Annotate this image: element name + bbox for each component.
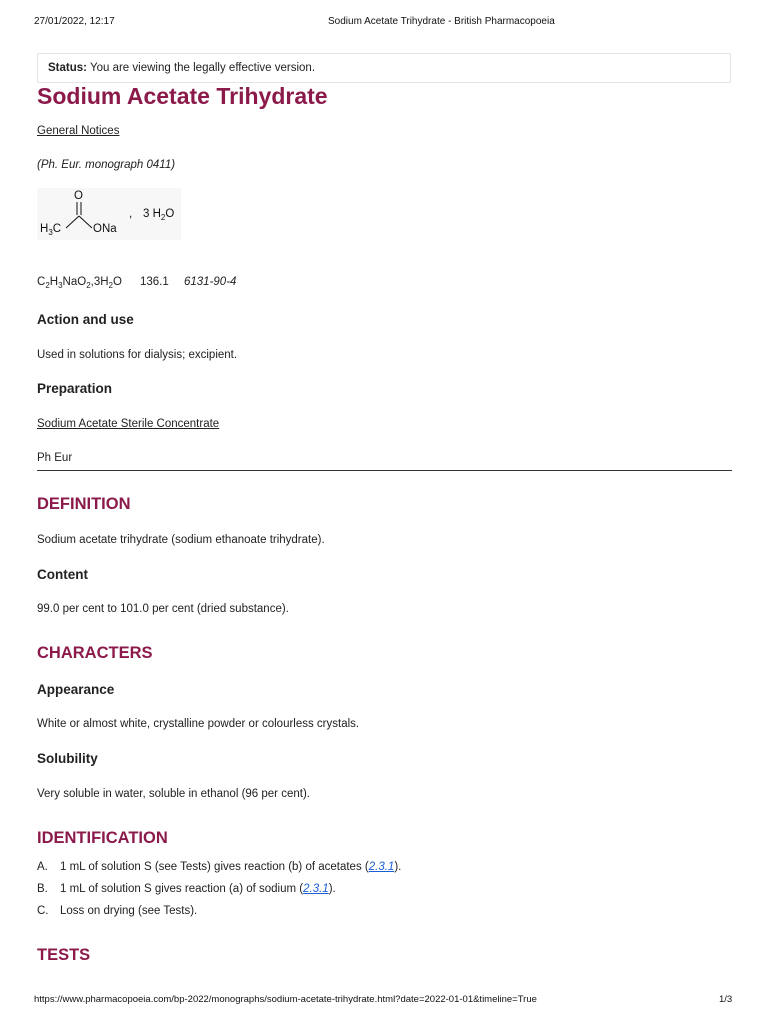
solubility-text: Very soluble in water, soluble in ethanol (96 per cent).	[37, 788, 310, 800]
definition-heading: DEFINITION	[37, 495, 131, 513]
tests-heading: TESTS	[37, 946, 91, 964]
molecular-weight: 136.1	[140, 276, 169, 288]
structure-oxygen: O	[74, 190, 83, 202]
print-page-title: Sodium Acetate Trihydrate - British Pharmacopoeia	[328, 16, 555, 27]
molecular-formula: $C_2H_3NaO_2,3H_2O$	[37, 276, 122, 290]
structure-diagram	[37, 188, 181, 240]
characters-heading: CHARACTERS	[37, 644, 153, 662]
print-datetime: 27/01/2022, 12:17	[34, 16, 115, 27]
solubility-heading: Solubility	[37, 751, 98, 766]
status-message	[48, 62, 315, 74]
structure-methyl: $H_3C$	[40, 223, 62, 237]
page-title: Sodium Acetate Trihydrate	[37, 83, 328, 109]
action-and-use-text: Used in solutions for dialysis; excipient.	[37, 349, 238, 361]
section-divider	[37, 470, 732, 471]
print-page-number: 1/3	[719, 994, 733, 1005]
print-footer-url: https://www.pharmacopoeia.com/bp-2022/monographs/sodium-acetate-trihydrate.html?date=2022-01-01&timeline=True	[34, 994, 537, 1005]
status-label: Status:	[48, 62, 87, 74]
appearance-heading: Appearance	[37, 682, 115, 697]
list-item: A. 1 mL of solution S (see Tests) gives reaction (b) of acetates (2.3.1).	[37, 861, 402, 873]
status-text: You are viewing the legally effective version.	[89, 62, 316, 74]
preparation-heading: Preparation	[37, 381, 113, 396]
list-item: B. 1 mL of solution S gives reaction (a) of sodium (2.3.1).	[37, 883, 336, 895]
content-text: 99.0 per cent to 101.0 per cent (dried substance).	[37, 603, 289, 615]
structure-comma: ,	[129, 208, 133, 220]
cas-number: 6131-90-4	[184, 276, 237, 288]
content-heading: Content	[37, 567, 88, 582]
identification-heading: IDENTIFICATION	[37, 829, 168, 847]
reference-link[interactable]: 2.3.1	[303, 883, 329, 895]
general-notices-link[interactable]: General Notices	[37, 125, 120, 137]
structure-ona: ONa	[93, 223, 117, 235]
appearance-text: White or almost white, crystalline powder or colourless crystals.	[37, 718, 360, 730]
ph-eur-marker: Ph Eur	[37, 452, 73, 464]
structure-water: 3 $H_2O$	[143, 208, 175, 222]
monograph-reference: (Ph. Eur. monograph 0411)	[37, 159, 176, 171]
reference-link[interactable]: 2.3.1	[368, 861, 395, 873]
preparation-link[interactable]: Sodium Acetate Sterile Concentrate	[37, 418, 220, 430]
action-and-use-heading: Action and use	[37, 312, 134, 327]
list-item: C. Loss on drying (see Tests).	[37, 905, 198, 917]
definition-text: Sodium acetate trihydrate (sodium ethanoate trihydrate).	[37, 534, 325, 546]
